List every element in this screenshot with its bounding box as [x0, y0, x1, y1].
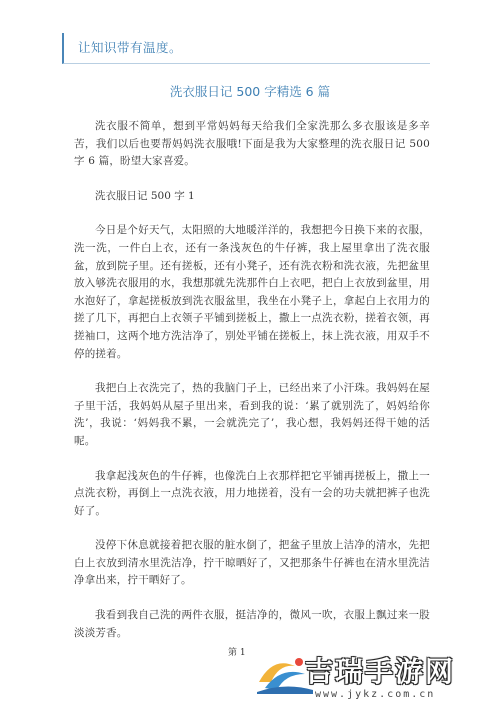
page-number: 第 1	[228, 648, 246, 658]
document-title: 洗衣服日记 500 字精选 6 篇	[169, 84, 331, 99]
document-body	[74, 118, 430, 642]
watermark-url: www.jykz.com.cn	[315, 689, 436, 700]
intro-paragraph: 洗衣服不简单，想到平常妈妈每天给我们全家洗那么多衣服该是多辛苦，我们以后也要帮妈妈洗衣服哦!下面是我为大家整理的洗衣服日记 500 字 6 篇，盼望大家喜爱。	[74, 120, 430, 168]
body-paragraph: 我把白上衣洗完了，热的我脑门子上，已经出来了小汗珠。我妈妈在屋子里干活，我妈妈从屋子里出来，看到我的说：‘累了就别洗了，妈妈给你洗’，我说：‘妈妈我不累，一会就洗完了’，我心想，我妈妈还得干她的活呢。	[74, 382, 430, 447]
header-slogan: 让知识带有温度。	[78, 40, 183, 55]
site-watermark	[255, 648, 500, 707]
page-header	[62, 33, 430, 64]
section-heading: 洗衣服日记 500 字 1	[95, 189, 195, 202]
body-paragraph: 我拿起浅灰色的牛仔裤，也像洗白上衣那样把它平铺再搓板上，撒上一点洗衣粉，再倒上一点洗衣液，用力地搓着，没有一会的功夫就把裤子也洗好了。	[74, 469, 430, 517]
body-paragraph: 今日是个好天气，太阳照的大地暖洋洋的，我想把今日换下来的衣服，洗一洗，一件白上衣，还有一条浅灰色的牛仔裤，我上屋里拿出了洗衣服盆，放到院子里。还有搓板，还有小凳子，还有洗衣粉和洗衣液，先把盆里放入够洗衣服用的水，我想那就先洗那件白上衣吧，把白上衣放到盆里，用水泡好了，拿起搓板放到洗衣服盆里，我坐在小凳子上，拿起白上衣用力的搓了几下，再把白上衣领子平铺到搓板上，撒上一点洗衣粉，搓着衣领，再搓袖口，这两个地方洗洁净了，别处平铺在搓板上，抹上洗衣液，用双手不停的搓着。	[74, 224, 430, 360]
watermark-text: 吉瑞手游网	[305, 655, 456, 688]
body-paragraph: 没停下休息就接着把衣服的脏水倒了，把盆子里放上洁净的清水，先把白上衣放到清水里洗洁净，拧干晾晒好了，又把那条牛仔裤也在清水里洗洁净拿出来，拧干晒好了。	[74, 539, 430, 587]
body-paragraph: 我看到我自己洗的两件衣服，挺洁净的，微风一吹，衣服上飘过来一股淡淡芳香。	[74, 609, 430, 639]
